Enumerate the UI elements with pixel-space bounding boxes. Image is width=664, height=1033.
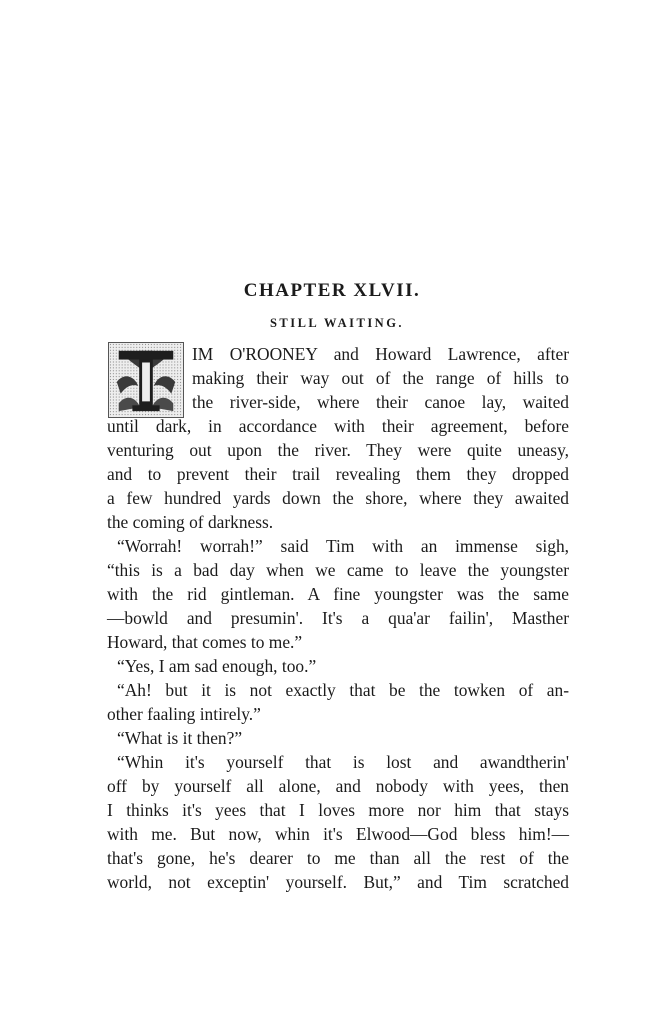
text-line: until dark, in accordance with their agreement, before bbox=[107, 416, 569, 436]
text-line: “Whin it's yourself that is lost and awandtherin' bbox=[117, 752, 569, 772]
text-line: “this is a bad day when we came to leave the youngster bbox=[107, 560, 569, 580]
text-line: a few hundred yards down the shore, where they awaited bbox=[107, 488, 569, 508]
text-line: venturing out upon the river. They were quite uneasy, bbox=[107, 440, 569, 460]
text-line: IM O'ROONEY and Howard Lawrence, after bbox=[192, 344, 569, 364]
text-line: “What is it then?” bbox=[117, 728, 243, 748]
text-line: Howard, that comes to me.” bbox=[107, 632, 303, 652]
drop-cap-initial bbox=[108, 342, 184, 418]
chapter-subtitle: STILL WAITING. bbox=[269, 316, 405, 330]
text-line: with the rid gintleman. A fine youngster was the same bbox=[107, 584, 569, 604]
text-line: with me. But now, whin it's Elwood—God bless him!— bbox=[107, 824, 569, 844]
text-line: “Worrah! worrah!” said Tim with an immense sigh, bbox=[117, 536, 569, 556]
text-line: world, not exceptin' yourself. But,” and Tim scratched bbox=[107, 872, 569, 892]
text-line: the coming of darkness. bbox=[107, 512, 274, 532]
text-line: that's gone, he's dearer to me than all the rest of the bbox=[107, 848, 569, 868]
text-line: and to prevent their trail revealing them they dropped bbox=[107, 464, 569, 484]
ornamental-letter-t-icon bbox=[109, 343, 183, 417]
text-line: “Yes, I am sad enough, too.” bbox=[117, 656, 317, 676]
text-line: the river-side, where their canoe lay, waited bbox=[192, 392, 569, 412]
chapter-title: CHAPTER XLVII. bbox=[243, 280, 421, 301]
text-line: making their way out of the range of hills to bbox=[192, 368, 569, 388]
text-line: off by yourself all alone, and nobody with yees, then bbox=[107, 776, 569, 796]
text-line: other faaling intirely.” bbox=[107, 704, 261, 724]
text-line: —bowld and presumin'. It's a qua'ar failin', Masther bbox=[107, 608, 569, 628]
text-line: “Ah! but it is not exactly that be the towken of an- bbox=[117, 680, 569, 700]
text-line: I thinks it's yees that I loves more nor him that stays bbox=[107, 800, 569, 820]
